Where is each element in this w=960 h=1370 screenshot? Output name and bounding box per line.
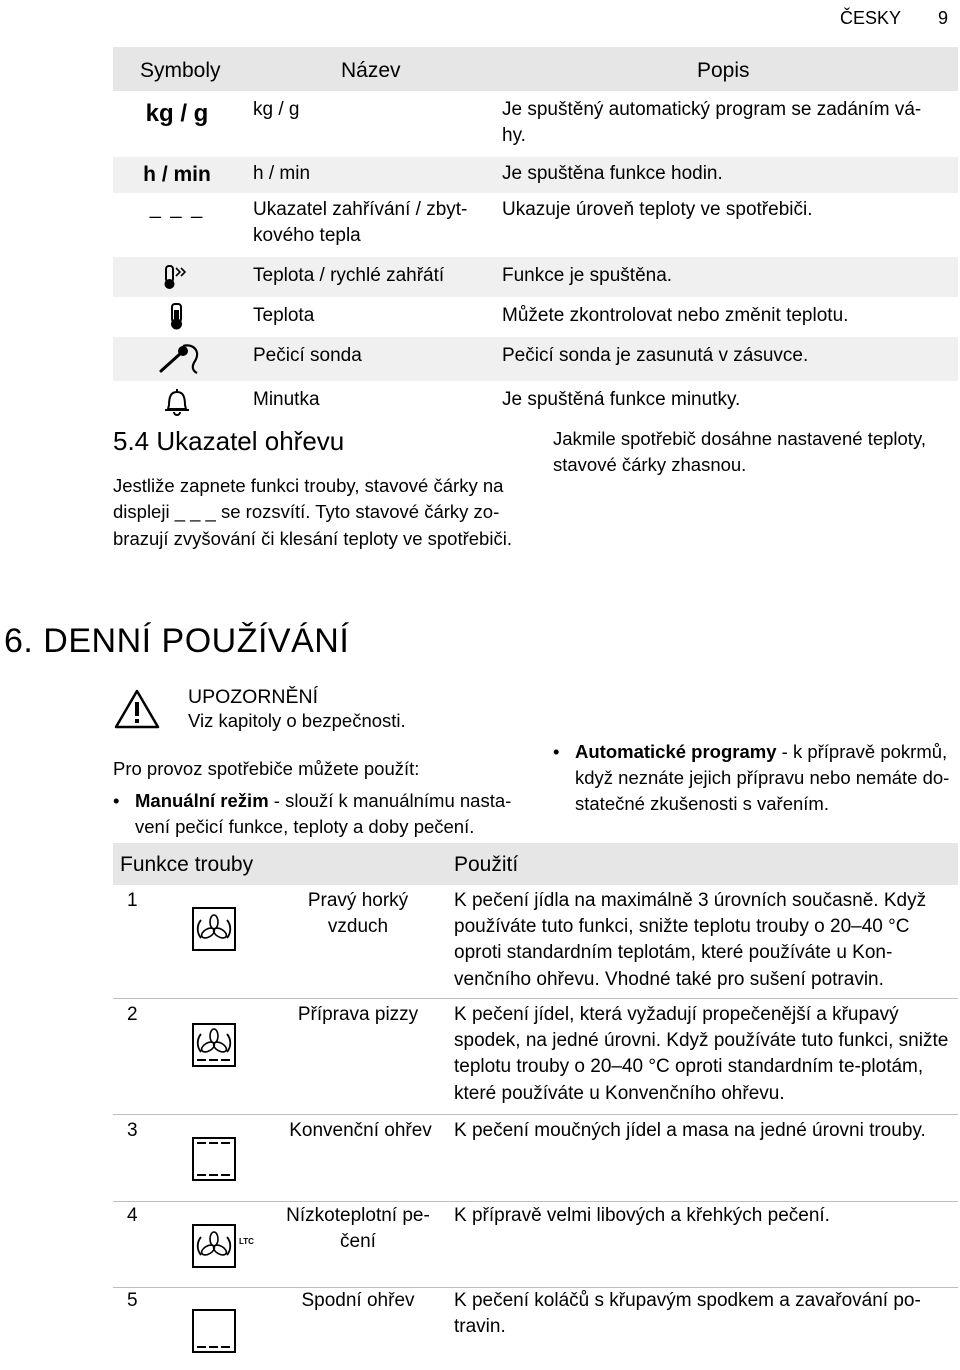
symbol-table-header (113, 47, 958, 91)
table-row (113, 1116, 958, 1201)
thermometer-icon (113, 301, 241, 331)
header-description: Popis (697, 59, 750, 82)
warning-text: Viz kapitoly o bezpečnosti. (188, 710, 406, 731)
function-number: 3 (127, 1120, 138, 1141)
table-row (113, 297, 958, 337)
header-function: Funkce trouby (120, 853, 254, 876)
symbol-description: Můžete zkontrolovat nebo změnit teplotu. (502, 305, 849, 326)
function-name: Příprava pizzy (297, 1004, 419, 1025)
function-name: Konvenční ohřev (289, 1120, 432, 1141)
intro-text: Pro provoz spotřebiče můžete použít: (113, 758, 420, 779)
function-table-header (113, 843, 958, 885)
low-temp-cooking-icon (191, 1223, 261, 1267)
symbol-table (113, 47, 958, 423)
fast-heat-icon (113, 263, 241, 291)
function-use: K pečení jídla na maximálně 3 úrovních současně. Když používáte tuto funkci, snižte teplotu trouby o 20–40 °C oproti standardním teplotám, které používáte u Kon-venčního ohřevu. Vhodné také pro sušení potravin. (454, 890, 927, 990)
table-row (113, 157, 958, 193)
table-row (113, 337, 958, 381)
function-use: K přípravě velmi libových a křehkých pečení. (454, 1205, 830, 1226)
symbol-description: Funkce je spuštěna. (502, 265, 673, 286)
section-title: 5.4 Ukazatel ohřevu (113, 426, 345, 456)
function-name: Nízkoteplotní pe-čení (286, 1205, 430, 1253)
pizza-function-icon (191, 1022, 235, 1066)
bottom-heat-icon (191, 1308, 235, 1352)
table-row (113, 1288, 958, 1368)
meat-probe-icon (113, 341, 241, 375)
symbol-name: Ukazatel zahřívání / zbyt-kového tepla (253, 199, 468, 247)
bullet-term: Manuální režim (135, 790, 269, 811)
function-number: 4 (127, 1205, 138, 1226)
conventional-heat-icon (191, 1136, 235, 1180)
table-row (113, 381, 958, 423)
bullet-text: - slouží k manuálnímu nasta-vení pečicí funkce, teploty a doby pečení. (135, 790, 512, 838)
table-row (113, 1203, 958, 1287)
table-row (113, 91, 958, 157)
symbol-description: Je spuštěná funkce minutky. (502, 389, 741, 410)
function-use: K pečení moučných jídel a masa na jedné úrovni trouby. (454, 1120, 926, 1141)
function-number: 5 (127, 1290, 138, 1311)
warning-title: UPOZORNĚNÍ (188, 686, 319, 708)
bullet-text: - k přípravě pokrmů, když neznáte jejich přípravu nebo nemáte do-statečné zkušenosti s vařením. (575, 740, 950, 815)
row-divider (113, 998, 958, 999)
language-label: ČESKY (840, 8, 902, 28)
h-min-icon: h / min (143, 163, 211, 186)
page-number: 9 (938, 8, 949, 28)
header-symbol: Symboly (140, 59, 221, 82)
symbol-description: Ukazuje úroveň teploty ve spotřebiči. (502, 199, 813, 220)
function-use: K pečení koláčů s křupavým spodkem a zavařování po-travin. (454, 1290, 921, 1338)
list-item (113, 788, 513, 841)
bullet-term: Automatické programy (575, 740, 777, 762)
symbol-name: kg / g (253, 99, 300, 120)
function-name: Spodní ohřev (301, 1290, 415, 1311)
symbol-name: h / min (253, 163, 311, 184)
warning-triangle-icon (113, 688, 161, 730)
table-row (113, 193, 958, 257)
section-text-left: Jestliže zapnete funkci trouby, stavové čárky na displeji _ _ _ se rozsvítí. Tyto stavové čárky zo-brazují zvyšování či klesání teploty ve spotřebiči. (113, 475, 512, 549)
page-title: 6. DENNÍ POUŽÍVÁNÍ (4, 622, 350, 660)
header-use: Použití (454, 853, 519, 876)
list-item (553, 739, 953, 818)
symbol-name: Pečicí sonda (253, 345, 362, 366)
table-row (113, 1000, 958, 1114)
ltc-icon-label: LTC (239, 1237, 254, 1246)
section-text-right: Jakmile spotřebič dosáhne nastavené teploty, stavové čárky zhasnou. (553, 428, 926, 476)
header-name: Název (341, 59, 401, 82)
symbol-name: Teplota / rychlé zahřátí (253, 265, 445, 286)
row-divider (113, 1201, 958, 1202)
function-number: 2 (127, 1004, 138, 1025)
function-name: Pravý horký vzduch (307, 890, 409, 938)
function-number: 1 (127, 890, 138, 911)
symbol-description: Je spuštěna funkce hodin. (502, 163, 723, 184)
heat-bars-icon: _ _ _ (149, 197, 205, 219)
kg-g-icon: kg / g (145, 100, 209, 127)
table-row (113, 257, 958, 297)
true-fan-icon (191, 906, 235, 950)
function-use: K pečení jídel, která vyžadují propečenější a křupavý spodek, na jedné úrovni. Když používáte tuto funkci, snižte teplotu trouby o 20–40 °C oproti standardním te-plotám, které používáte u Konvenčního ohřevu. (454, 1004, 949, 1104)
symbol-name: Minutka (253, 389, 320, 410)
symbol-description: Je spuštěný automatický program se zadáním vá-hy. (502, 99, 922, 147)
symbol-description: Pečicí sonda je zasunutá v zásuvce. (502, 345, 809, 366)
symbol-name: Teplota (253, 305, 315, 326)
row-divider (113, 1114, 958, 1115)
bell-icon (113, 387, 241, 417)
table-row (113, 886, 958, 998)
